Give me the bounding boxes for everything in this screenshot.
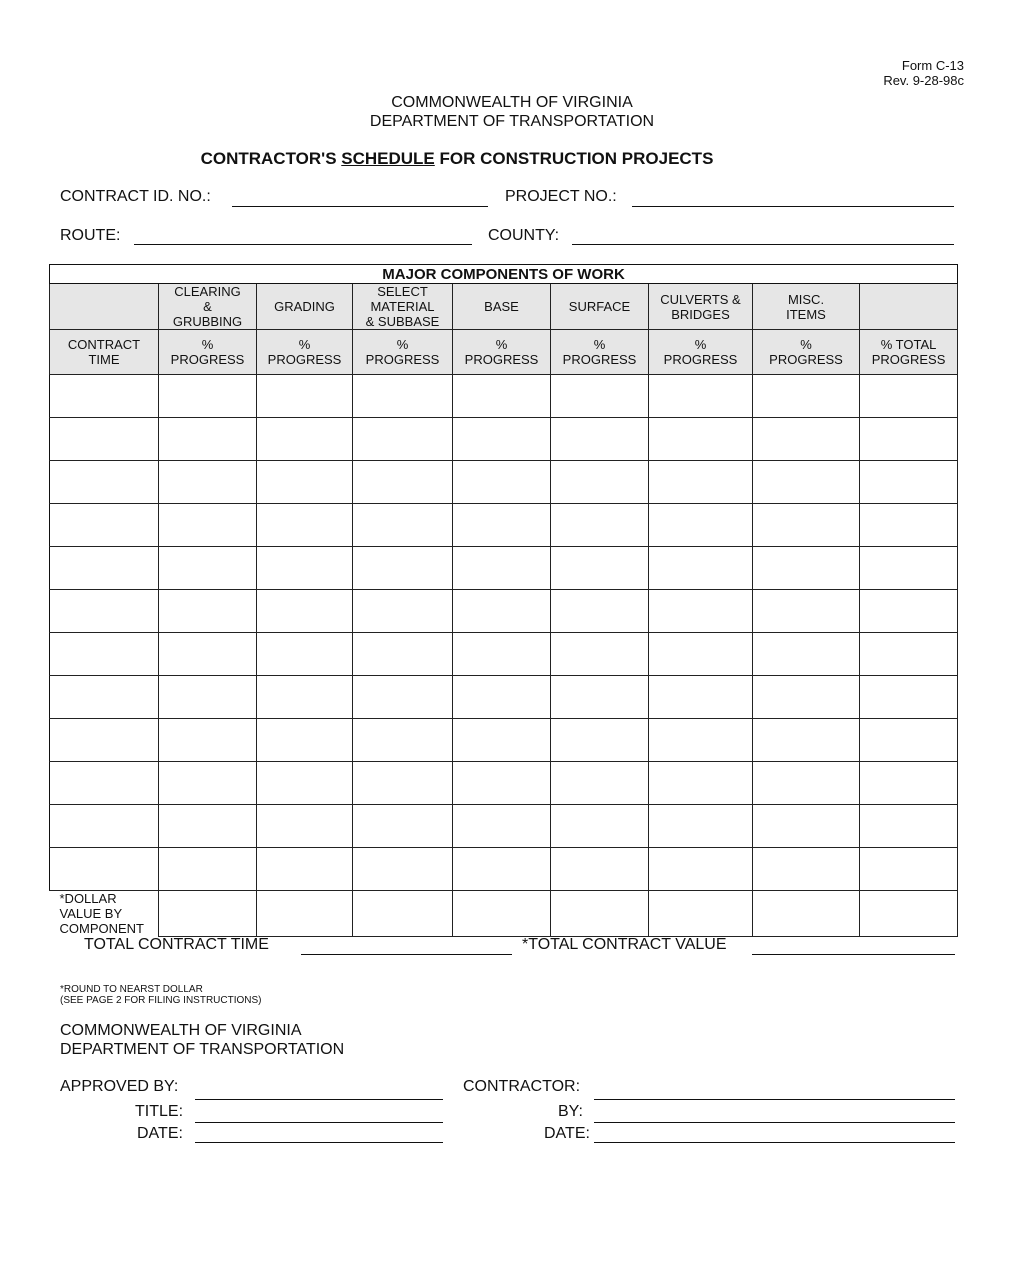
progress-cell[interactable] bbox=[649, 676, 753, 719]
progress-cell[interactable] bbox=[860, 676, 958, 719]
note-see-page: (SEE PAGE 2 FOR FILING INSTRUCTIONS) bbox=[60, 995, 262, 1006]
progress-cell[interactable] bbox=[257, 676, 353, 719]
progress-cell[interactable] bbox=[753, 547, 860, 590]
progress-cell[interactable] bbox=[257, 375, 353, 418]
schedule-row bbox=[50, 375, 958, 418]
contract-time-cell[interactable] bbox=[50, 633, 159, 676]
progress-cell[interactable] bbox=[353, 461, 453, 504]
dollar-value-cell[interactable] bbox=[353, 891, 453, 937]
progress-cell[interactable] bbox=[353, 848, 453, 891]
contract-time-cell[interactable] bbox=[50, 375, 159, 418]
progress-cell[interactable] bbox=[353, 676, 453, 719]
progress-cell[interactable] bbox=[551, 418, 649, 461]
contract-time-cell[interactable] bbox=[50, 719, 159, 762]
schedule-row bbox=[50, 676, 958, 719]
header-department: DEPARTMENT OF TRANSPORTATION bbox=[369, 113, 655, 130]
date-left-field[interactable] bbox=[195, 1142, 443, 1143]
progress-cell[interactable] bbox=[753, 762, 860, 805]
contract-id-label: CONTRACT ID. NO.: bbox=[60, 188, 211, 205]
progress-cell[interactable] bbox=[257, 590, 353, 633]
progress-cell[interactable] bbox=[353, 547, 453, 590]
progress-cell[interactable] bbox=[551, 676, 649, 719]
component-header-blank-right bbox=[860, 284, 958, 330]
component-header-row bbox=[50, 284, 958, 330]
progress-cell[interactable] bbox=[860, 547, 958, 590]
progress-cell[interactable] bbox=[551, 805, 649, 848]
dollar-value-cell[interactable] bbox=[860, 891, 958, 937]
date-right-field[interactable] bbox=[594, 1142, 955, 1143]
title-label: TITLE: bbox=[135, 1103, 184, 1120]
progress-header-row bbox=[50, 330, 958, 375]
progress-cell[interactable] bbox=[860, 805, 958, 848]
progress-cell[interactable] bbox=[159, 762, 257, 805]
contract-time-cell[interactable] bbox=[50, 418, 159, 461]
progress-cell[interactable] bbox=[551, 633, 649, 676]
by-label: BY: bbox=[558, 1103, 583, 1120]
progress-cell[interactable] bbox=[257, 461, 353, 504]
progress-cell[interactable] bbox=[860, 633, 958, 676]
dollar-value-label: *DOLLAR VALUE BY COMPONENT bbox=[50, 891, 159, 937]
schedule-row bbox=[50, 719, 958, 762]
route-field[interactable] bbox=[134, 244, 472, 245]
contract-time-cell[interactable] bbox=[50, 461, 159, 504]
progress-cell[interactable] bbox=[649, 504, 753, 547]
progress-cell[interactable] bbox=[453, 547, 551, 590]
schedule-table bbox=[49, 264, 958, 937]
progress-cell[interactable] bbox=[159, 418, 257, 461]
contract-time-cell[interactable] bbox=[50, 762, 159, 805]
progress-cell[interactable] bbox=[860, 590, 958, 633]
progress-cell[interactable] bbox=[649, 590, 753, 633]
progress-cell[interactable] bbox=[353, 805, 453, 848]
progress-cell[interactable] bbox=[753, 633, 860, 676]
project-no-field[interactable] bbox=[632, 206, 954, 207]
progress-header: % PROGRESS bbox=[159, 330, 257, 375]
progress-cell[interactable] bbox=[159, 848, 257, 891]
component-culverts-bridges: CULVERTS & BRIDGES bbox=[649, 284, 753, 330]
progress-cell[interactable] bbox=[159, 590, 257, 633]
contract-time-cell[interactable] bbox=[50, 805, 159, 848]
progress-cell[interactable] bbox=[353, 633, 453, 676]
progress-cell[interactable] bbox=[860, 418, 958, 461]
component-misc-items: MISC. ITEMS bbox=[753, 284, 860, 330]
dollar-value-cell[interactable] bbox=[159, 891, 257, 937]
schedule-row bbox=[50, 547, 958, 590]
progress-cell[interactable] bbox=[860, 848, 958, 891]
progress-cell[interactable] bbox=[551, 375, 649, 418]
progress-cell[interactable] bbox=[649, 547, 753, 590]
component-surface: SURFACE bbox=[551, 284, 649, 330]
progress-cell[interactable] bbox=[649, 805, 753, 848]
progress-cell[interactable] bbox=[257, 719, 353, 762]
county-label: COUNTY: bbox=[488, 227, 560, 244]
component-select-material: SELECT MATERIAL & SUBBASE bbox=[353, 284, 453, 330]
dollar-value-cell[interactable] bbox=[257, 891, 353, 937]
total-progress-header: % TOTAL PROGRESS bbox=[860, 330, 958, 375]
dollar-value-cell[interactable] bbox=[453, 891, 551, 937]
route-label: ROUTE: bbox=[60, 227, 121, 244]
progress-cell[interactable] bbox=[353, 504, 453, 547]
by-field[interactable] bbox=[594, 1122, 955, 1123]
note-round: *ROUND TO NEARST DOLLAR bbox=[60, 984, 203, 995]
schedule-row bbox=[50, 504, 958, 547]
progress-cell[interactable] bbox=[649, 461, 753, 504]
progress-cell[interactable] bbox=[453, 590, 551, 633]
major-components-header: MAJOR COMPONENTS OF WORK bbox=[50, 265, 958, 284]
form-number: Form C-13 bbox=[901, 58, 964, 73]
title-field[interactable] bbox=[195, 1122, 443, 1123]
progress-cell[interactable] bbox=[353, 590, 453, 633]
schedule-row bbox=[50, 848, 958, 891]
progress-cell[interactable] bbox=[453, 418, 551, 461]
project-no-label: PROJECT NO.: bbox=[505, 188, 617, 205]
contract-time-header: CONTRACT TIME bbox=[50, 330, 159, 375]
form-revision: Rev. 9-28-98c bbox=[883, 73, 964, 88]
schedule-row bbox=[50, 590, 958, 633]
progress-header: % PROGRESS bbox=[453, 330, 551, 375]
schedule-row bbox=[50, 633, 958, 676]
data-rows bbox=[50, 375, 958, 891]
progress-cell[interactable] bbox=[159, 375, 257, 418]
progress-cell[interactable] bbox=[453, 461, 551, 504]
progress-cell[interactable] bbox=[257, 848, 353, 891]
progress-cell[interactable] bbox=[159, 633, 257, 676]
progress-cell[interactable] bbox=[860, 375, 958, 418]
title-underlined: SCHEDULE bbox=[341, 149, 435, 168]
progress-cell[interactable] bbox=[159, 719, 257, 762]
progress-cell[interactable] bbox=[353, 375, 453, 418]
title-prefix: CONTRACTOR'S bbox=[200, 149, 342, 168]
contract-time-cell[interactable] bbox=[50, 590, 159, 633]
progress-cell[interactable] bbox=[551, 461, 649, 504]
contract-id-field[interactable] bbox=[232, 206, 488, 207]
progress-cell[interactable] bbox=[551, 719, 649, 762]
progress-cell[interactable] bbox=[453, 805, 551, 848]
progress-cell[interactable] bbox=[257, 547, 353, 590]
progress-cell[interactable] bbox=[551, 547, 649, 590]
progress-cell[interactable] bbox=[860, 762, 958, 805]
contract-time-cell[interactable] bbox=[50, 676, 159, 719]
progress-cell[interactable] bbox=[159, 676, 257, 719]
progress-cell[interactable] bbox=[551, 590, 649, 633]
contractor-field[interactable] bbox=[594, 1099, 955, 1100]
progress-cell[interactable] bbox=[453, 762, 551, 805]
progress-cell[interactable] bbox=[649, 762, 753, 805]
progress-cell[interactable] bbox=[257, 762, 353, 805]
progress-cell[interactable] bbox=[649, 848, 753, 891]
progress-cell[interactable] bbox=[753, 848, 860, 891]
total-contract-value-label: *TOTAL CONTRACT VALUE bbox=[522, 936, 727, 953]
approved-by-field[interactable] bbox=[195, 1099, 443, 1100]
total-contract-time-field[interactable] bbox=[301, 954, 512, 955]
progress-cell[interactable] bbox=[257, 805, 353, 848]
progress-cell[interactable] bbox=[159, 547, 257, 590]
form-code bbox=[883, 58, 964, 88]
progress-header: % PROGRESS bbox=[753, 330, 860, 375]
progress-cell[interactable] bbox=[453, 848, 551, 891]
progress-cell[interactable] bbox=[353, 418, 453, 461]
progress-cell[interactable] bbox=[753, 719, 860, 762]
footer-department: DEPARTMENT OF TRANSPORTATION bbox=[60, 1041, 345, 1058]
progress-cell[interactable] bbox=[860, 504, 958, 547]
title-suffix: FOR CONSTRUCTION PROJECTS bbox=[434, 149, 714, 168]
progress-cell[interactable] bbox=[753, 418, 860, 461]
header-agency: COMMONWEALTH OF VIRGINIA bbox=[391, 94, 633, 111]
progress-cell[interactable] bbox=[453, 719, 551, 762]
dollar-value-cell[interactable] bbox=[649, 891, 753, 937]
dollar-value-row bbox=[50, 891, 958, 937]
component-header-blank bbox=[50, 284, 159, 330]
progress-cell[interactable] bbox=[453, 375, 551, 418]
schedule-row bbox=[50, 805, 958, 848]
total-contract-value-field[interactable] bbox=[752, 954, 955, 955]
progress-cell[interactable] bbox=[453, 676, 551, 719]
progress-cell[interactable] bbox=[753, 375, 860, 418]
contract-time-cell[interactable] bbox=[50, 504, 159, 547]
progress-cell[interactable] bbox=[353, 719, 453, 762]
county-field[interactable] bbox=[572, 244, 954, 245]
schedule-row bbox=[50, 418, 958, 461]
footer-agency: COMMONWEALTH OF VIRGINIA bbox=[60, 1022, 302, 1039]
component-grading: GRADING bbox=[257, 284, 353, 330]
progress-cell[interactable] bbox=[257, 633, 353, 676]
schedule-row bbox=[50, 461, 958, 504]
total-contract-time-label: TOTAL CONTRACT TIME bbox=[84, 936, 269, 953]
component-clearing-grubbing: CLEARING & GRUBBING bbox=[159, 284, 257, 330]
date-right-label: DATE: bbox=[544, 1125, 590, 1142]
progress-cell[interactable] bbox=[860, 461, 958, 504]
progress-cell[interactable] bbox=[649, 719, 753, 762]
progress-cell[interactable] bbox=[159, 461, 257, 504]
progress-header: % PROGRESS bbox=[353, 330, 453, 375]
schedule-row bbox=[50, 762, 958, 805]
progress-header: % PROGRESS bbox=[551, 330, 649, 375]
progress-cell[interactable] bbox=[159, 504, 257, 547]
progress-cell[interactable] bbox=[453, 633, 551, 676]
progress-cell[interactable] bbox=[649, 418, 753, 461]
contract-time-cell[interactable] bbox=[50, 848, 159, 891]
progress-cell[interactable] bbox=[753, 805, 860, 848]
progress-cell[interactable] bbox=[453, 504, 551, 547]
progress-cell[interactable] bbox=[753, 504, 860, 547]
progress-cell[interactable] bbox=[753, 676, 860, 719]
dollar-value-cell[interactable] bbox=[551, 891, 649, 937]
progress-cell[interactable] bbox=[159, 805, 257, 848]
progress-cell[interactable] bbox=[353, 762, 453, 805]
progress-cell[interactable] bbox=[257, 418, 353, 461]
progress-cell[interactable] bbox=[649, 375, 753, 418]
progress-cell[interactable] bbox=[551, 504, 649, 547]
progress-header: % PROGRESS bbox=[649, 330, 753, 375]
date-left-label: DATE: bbox=[137, 1125, 183, 1142]
progress-cell[interactable] bbox=[860, 719, 958, 762]
progress-cell[interactable] bbox=[649, 633, 753, 676]
contractor-label: CONTRACTOR: bbox=[463, 1078, 581, 1095]
page-title bbox=[0, 149, 914, 169]
progress-header: % PROGRESS bbox=[257, 330, 353, 375]
component-base: BASE bbox=[453, 284, 551, 330]
approved-by-label: APPROVED BY: bbox=[60, 1078, 179, 1095]
dollar-value-cell[interactable] bbox=[753, 891, 860, 937]
contract-time-cell[interactable] bbox=[50, 547, 159, 590]
progress-cell[interactable] bbox=[753, 461, 860, 504]
progress-cell[interactable] bbox=[551, 762, 649, 805]
progress-cell[interactable] bbox=[753, 590, 860, 633]
progress-cell[interactable] bbox=[257, 504, 353, 547]
progress-cell[interactable] bbox=[551, 848, 649, 891]
